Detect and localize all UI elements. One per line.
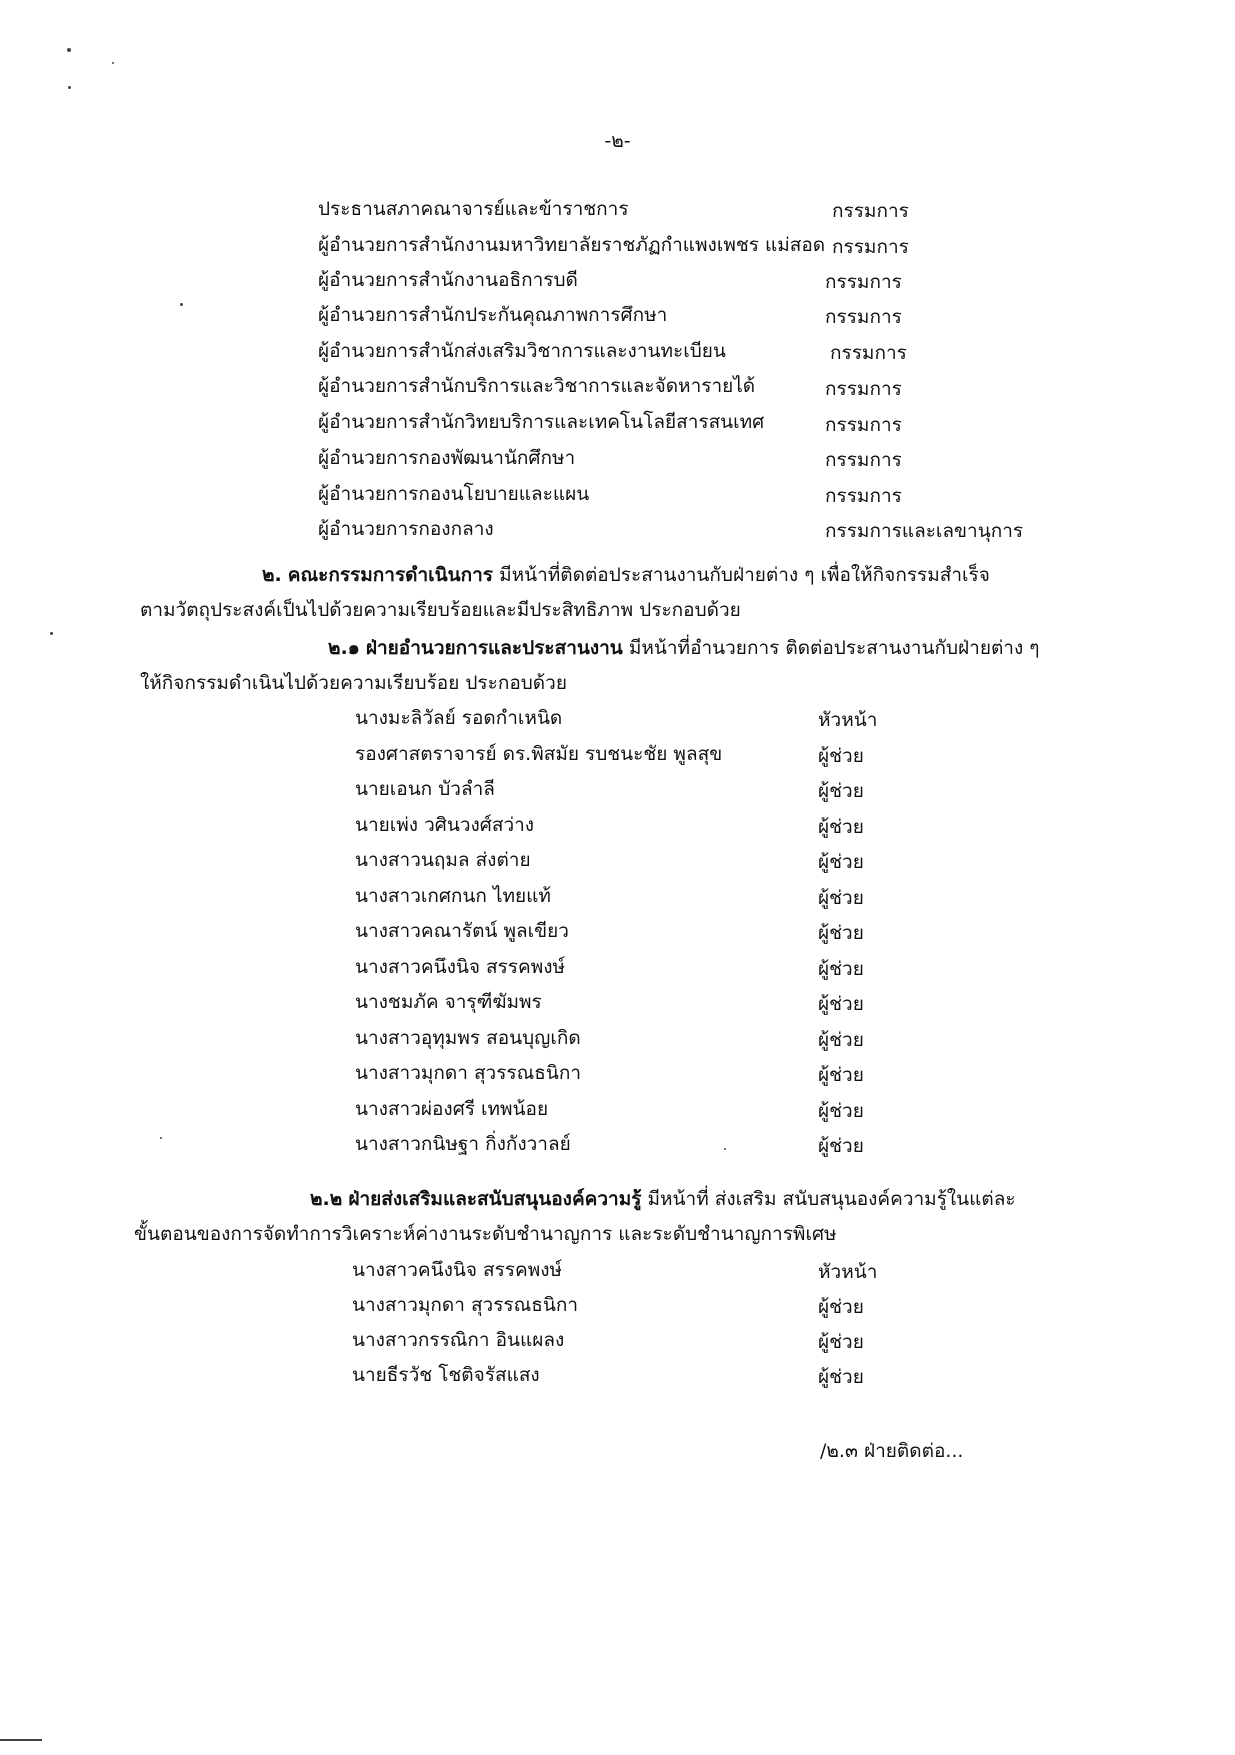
member-name: ผู้อำนวยการกองกลาง	[318, 518, 494, 540]
member-role: กรรมการ	[832, 236, 909, 258]
member-role: กรรมการ	[825, 414, 902, 436]
member-role: กรรมการ	[825, 306, 902, 328]
member-role: หัวหน้า	[818, 709, 878, 731]
scan-speck	[50, 632, 53, 635]
member-name: นางสาวคนึงนิจ สรรคพงษ์	[355, 956, 566, 978]
page-number: -๒-	[604, 130, 631, 152]
continuation-note: /๒.๓ ฝ่ายติดต่อ...	[820, 1440, 964, 1462]
member-name: ผู้อำนวยการสำนักวิทยบริการและเทคโนโลยีสารสนเทศ	[318, 411, 765, 433]
member-role: หัวหน้า	[818, 1261, 878, 1283]
member-name: นางมะลิวัลย์ รอดกำเหนิด	[355, 707, 563, 729]
member-name: นายธีรวัช โชติจรัสแสง	[352, 1364, 540, 1386]
member-role: ผู้ช่วย	[818, 1296, 864, 1318]
member-name: นางสาวอุทุมพร สอนบุญเกิด	[355, 1027, 581, 1049]
scan-speck	[68, 86, 71, 89]
scan-speck	[112, 62, 114, 64]
member-name: นางสาวนฤมล ส่งต่าย	[355, 849, 531, 871]
member-role: ผู้ช่วย	[818, 887, 864, 909]
member-name: นางชมภัค จารุฑีฆัมพร	[355, 991, 542, 1013]
member-role: ผู้ช่วย	[818, 745, 864, 767]
member-name: ประธานสภาคณาจารย์และข้าราชการ	[318, 198, 629, 220]
member-name: ผู้อำนวยการสำนักประกันคุณภาพการศึกษา	[318, 304, 668, 326]
member-name: รองศาสตราจารย์ ดร.พิสมัย รบชนะชัย พูลสุข	[355, 743, 723, 765]
scan-speck	[180, 303, 183, 306]
member-role: ผู้ช่วย	[818, 1135, 864, 1157]
member-role: กรรมการ	[825, 271, 902, 293]
section-2-2-heading: ฝ่ายส่งเสริมและสนับสนุนองค์ความรู้	[348, 1188, 642, 1210]
member-name: นางสาวมุกดา สุวรรณธนิกา	[355, 1062, 582, 1084]
section-2-number: ๒.	[262, 564, 282, 586]
member-name: นายเพ่ง วศินวงศ์สว่าง	[355, 814, 535, 836]
member-role: กรรมการ	[825, 378, 902, 400]
member-name: ผู้อำนวยการสำนักบริการและวิชาการและจัดหารายได้	[318, 375, 756, 397]
member-name: นางสาวมุกดา สุวรรณธนิกา	[352, 1294, 579, 1316]
member-role: กรรมการ	[825, 449, 902, 471]
scan-speck	[67, 48, 71, 52]
section-2-line-2: ตามวัตถุประสงค์เป็นไปด้วยความเรียบร้อยและมีประสิทธิภาพ ประกอบด้วย	[140, 599, 741, 621]
member-role: ผู้ช่วย	[818, 816, 864, 838]
member-role: ผู้ช่วย	[818, 993, 864, 1015]
member-name: ผู้อำนวยการกองพัฒนานักศึกษา	[318, 447, 576, 469]
member-role: ผู้ช่วย	[818, 1029, 864, 1051]
member-role: กรรมการ	[825, 485, 902, 507]
section-2-text: มีหน้าที่ติดต่อประสานงานกับฝ่ายต่าง ๆ เพื่อให้กิจกรรมสำเร็จ	[499, 564, 990, 586]
member-role: ผู้ช่วย	[818, 780, 864, 802]
member-role: กรรมการและเลขานุการ	[825, 520, 1024, 542]
member-role: ผู้ช่วย	[818, 958, 864, 980]
member-name: นางสาวกนิษฐา กิ่งกังวาลย์	[355, 1133, 571, 1155]
section-2-1-heading: ฝ่ายอำนวยการและประสานงาน	[365, 637, 623, 659]
member-role: ผู้ช่วย	[818, 922, 864, 944]
section-2-line-1	[262, 563, 990, 587]
section-2-1-line-2: ให้กิจกรรมดำเนินไปด้วยความเรียบร้อย ประกอบด้วย	[140, 672, 567, 694]
member-role: ผู้ช่วย	[818, 1064, 864, 1086]
member-role: ผู้ช่วย	[818, 1366, 864, 1388]
section-2-heading: คณะกรรมการดำเนินการ	[287, 564, 494, 586]
section-2-2-number: ๒.๒	[310, 1188, 343, 1210]
member-name: นางสาวผ่องศรี เทพน้อย	[355, 1098, 549, 1120]
section-2-2-line-2: ขั้นตอนของการจัดทำการวิเคราะห์ค่างานระดับชำนาญการ และระดับชำนาญการพิเศษ	[134, 1223, 837, 1245]
member-role: ผู้ช่วย	[818, 851, 864, 873]
member-role: ผู้ช่วย	[818, 1100, 864, 1122]
member-name: นางสาวเกศกนก ไทยแท้	[355, 885, 551, 907]
section-2-1-text: มีหน้าที่อำนวยการ ติดต่อประสานงานกับฝ่ายต่าง ๆ	[628, 637, 1040, 659]
member-role: ผู้ช่วย	[818, 1331, 864, 1353]
member-name: ผู้อำนวยการกองนโยบายและแผน	[318, 483, 590, 505]
scan-edge-mark	[0, 1739, 42, 1741]
member-name: นางสาวคนึงนิจ สรรคพงษ์	[352, 1259, 563, 1281]
scan-speck	[724, 1148, 726, 1150]
member-name: ผู้อำนวยการสำนักส่งเสริมวิชาการและงานทะเบียน	[318, 340, 726, 362]
member-name: นายเอนก บัวลำลี	[355, 778, 495, 800]
member-name: ผู้อำนวยการสำนักงานอธิการบดี	[318, 269, 578, 291]
section-2-2-text: มีหน้าที่ ส่งเสริม สนับสนุนองค์ความรู้ในแต่ละ	[647, 1188, 1016, 1210]
member-name: นางสาวคณารัตน์ พูลเขียว	[355, 920, 569, 942]
member-name: ผู้อำนวยการสำนักงานมหาวิทยาลัยราชภัฏกำแพงเพชร แม่สอด	[318, 234, 826, 256]
section-2-1-line-1	[328, 636, 1039, 660]
member-role: กรรมการ	[832, 200, 909, 222]
section-2-1-number: ๒.๑	[328, 637, 360, 659]
member-name: นางสาวกรรณิกา อินแผลง	[352, 1329, 565, 1351]
member-role: กรรมการ	[830, 342, 907, 364]
scan-speck	[160, 1137, 162, 1139]
section-2-2-line-1	[310, 1187, 1016, 1211]
